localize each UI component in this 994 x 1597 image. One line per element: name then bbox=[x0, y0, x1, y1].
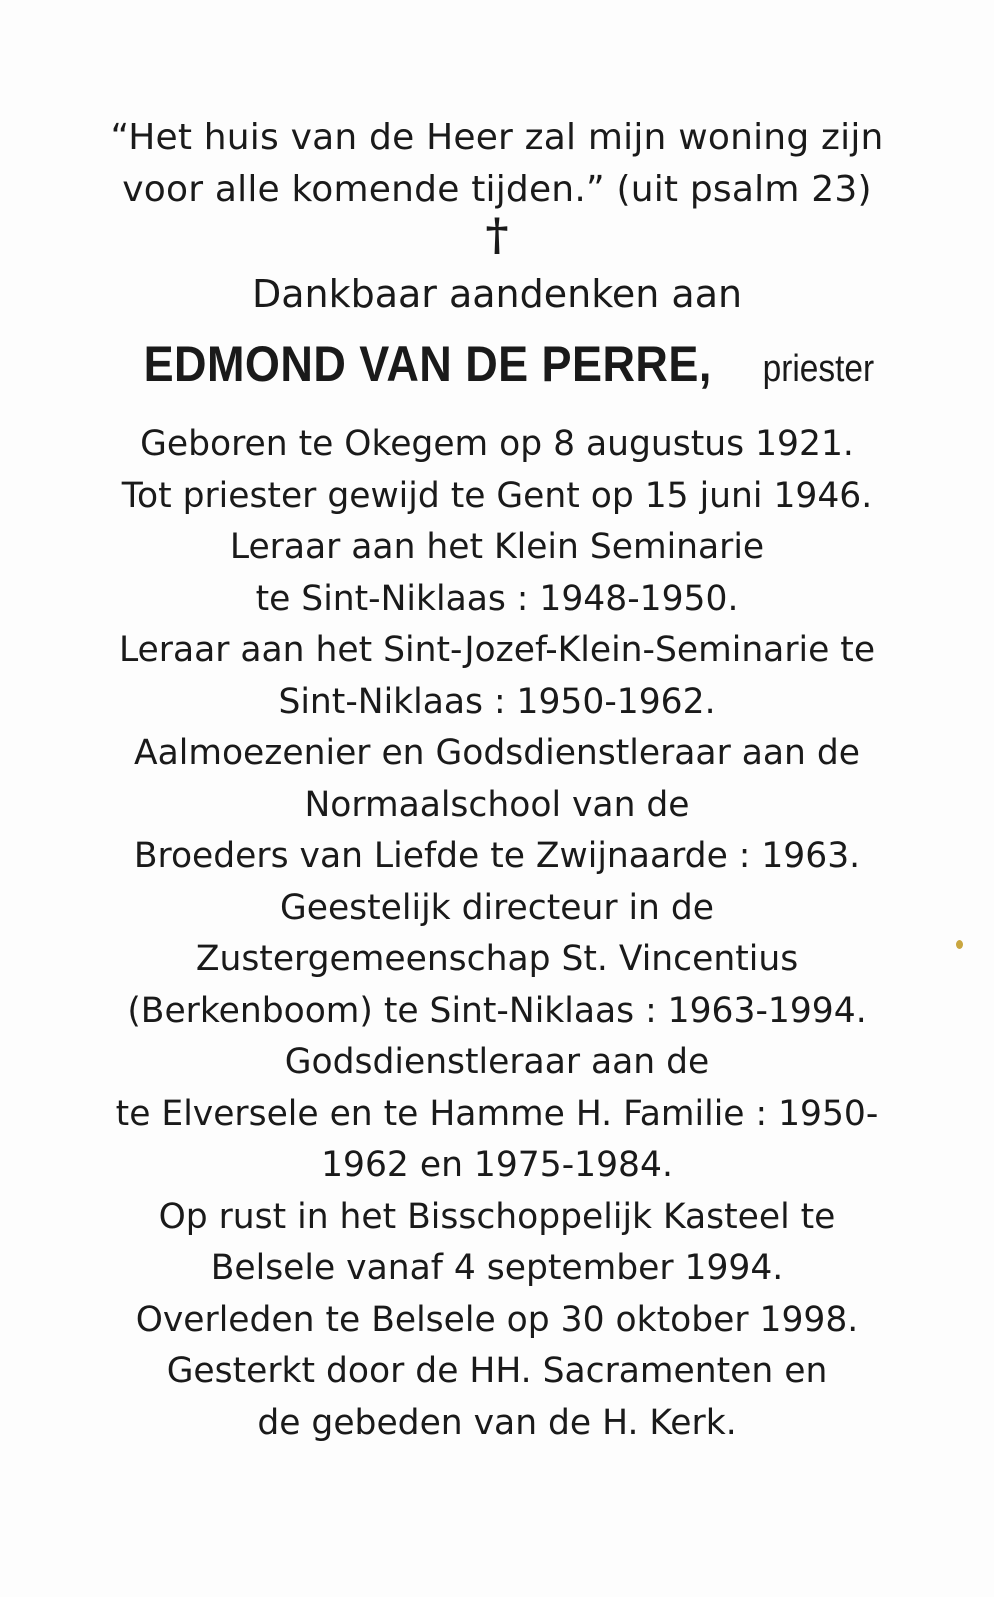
quote-line-2: voor alle komende tijden.” (uit psalm 23) bbox=[122, 169, 872, 210]
bio-line: Overleden te Belsele op 30 oktober 1998. bbox=[135, 1299, 859, 1340]
bio-line: Normaalschool van de bbox=[304, 784, 690, 825]
bio-line: Aalmoezenier en Godsdienstleraar aan de bbox=[134, 733, 860, 773]
bio-line: Leraar aan het Sint-Jozef-Klein-Seminarie te bbox=[118, 630, 876, 670]
bio-line: Gesterkt door de HH. Sacramenten en bbox=[166, 1351, 828, 1391]
deceased-title: priester bbox=[762, 348, 874, 390]
bio-line: Tot priester gewijd te Gent op 15 juni 1946. bbox=[121, 475, 873, 516]
bio-line: Zustergemeenschap St. Vincentius bbox=[195, 939, 799, 979]
bio-line: Broeders van Liefde te Zwijnaarde : 1963. bbox=[133, 836, 861, 876]
bio-line: Geboren te Okegem op 8 augustus 1921. bbox=[140, 424, 854, 464]
bio-line: Sint-Niklaas : 1950-1962. bbox=[278, 681, 716, 722]
bio-line: Godsdienstleraar aan de bbox=[284, 1042, 710, 1082]
paper-speck bbox=[956, 940, 963, 949]
bio-line: Op rust in het Bisschoppelijk Kasteel te bbox=[158, 1196, 836, 1237]
remembrance-intro: Dankbaar aandenken aan bbox=[251, 272, 743, 316]
bio-line: (Berkenboom) te Sint-Niklaas : 1963-1994. bbox=[127, 990, 867, 1031]
bio-line: Geestelijk directeur in de bbox=[279, 887, 715, 928]
bio-line: te Elversele en te Hamme H. Familie : 1950- bbox=[115, 1093, 879, 1134]
deceased-name: EDMOND VAN DE PERRE, bbox=[143, 336, 713, 392]
biography bbox=[40, 419, 954, 1449]
cross-icon: † bbox=[485, 210, 509, 261]
bio-line: te Sint-Niklaas : 1948-1950. bbox=[255, 578, 739, 619]
bio-line: 1962 en 1975-1984. bbox=[321, 1145, 673, 1185]
deceased-heading bbox=[0, 335, 994, 393]
bio-line: de gebeden van de H. Kerk. bbox=[257, 1402, 737, 1443]
bio-line: Belsele vanaf 4 september 1994. bbox=[210, 1248, 784, 1288]
bio-line: Leraar aan het Klein Seminarie bbox=[229, 527, 765, 567]
quote-line-1: “Het huis van de Heer zal mijn woning zijn bbox=[110, 117, 884, 158]
psalm-quote bbox=[60, 112, 934, 216]
